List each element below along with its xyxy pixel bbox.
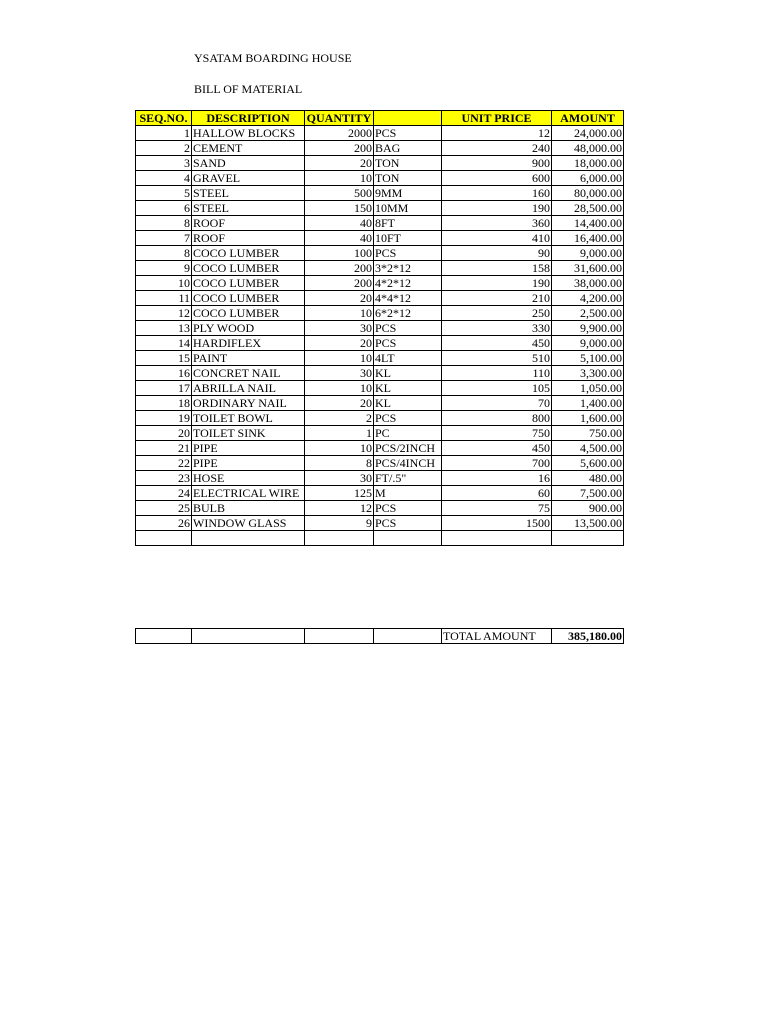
- description-cell: PIPE: [192, 456, 305, 471]
- description-cell: CONCRET NAIL: [192, 366, 305, 381]
- description-cell: TOILET SINK: [192, 426, 305, 441]
- unit-cell: M: [374, 486, 442, 501]
- amount-cell: 480.00: [552, 471, 624, 486]
- column-header-description: DESCRIPTION: [192, 111, 305, 126]
- quantity-cell: 1: [305, 426, 374, 441]
- empty-cell: [552, 531, 624, 546]
- description-cell: SAND: [192, 156, 305, 171]
- seq-cell: 15: [136, 351, 192, 366]
- unit-cell: PCS: [374, 246, 442, 261]
- unit-price-cell: 75: [442, 501, 552, 516]
- total-label: TOTAL AMOUNT: [442, 629, 552, 644]
- table-row: [136, 396, 624, 411]
- amount-cell: 80,000.00: [552, 186, 624, 201]
- unit-price-cell: 1500: [442, 516, 552, 531]
- description-cell: STEEL: [192, 186, 305, 201]
- amount-cell: 900.00: [552, 501, 624, 516]
- seq-cell: 8: [136, 246, 192, 261]
- quantity-cell: 30: [305, 321, 374, 336]
- empty-cell: [136, 629, 192, 644]
- table-row: [136, 171, 624, 186]
- unit-cell: TON: [374, 156, 442, 171]
- table-row: [136, 471, 624, 486]
- unit-price-cell: 70: [442, 396, 552, 411]
- table-row: [136, 201, 624, 216]
- seq-cell: 13: [136, 321, 192, 336]
- column-header-quantity: QUANTITY: [305, 111, 374, 126]
- empty-cell: [136, 531, 192, 546]
- unit-cell: PCS: [374, 321, 442, 336]
- table-row: [136, 441, 624, 456]
- seq-cell: 24: [136, 486, 192, 501]
- table-row: [136, 246, 624, 261]
- amount-cell: 750.00: [552, 426, 624, 441]
- description-cell: PLY WOOD: [192, 321, 305, 336]
- seq-cell: 8: [136, 216, 192, 231]
- description-cell: TOILET BOWL: [192, 411, 305, 426]
- unit-cell: KL: [374, 381, 442, 396]
- unit-price-cell: 410: [442, 231, 552, 246]
- quantity-cell: 10: [305, 351, 374, 366]
- description-cell: STEEL: [192, 201, 305, 216]
- seq-cell: 7: [136, 231, 192, 246]
- unit-cell: 10MM: [374, 201, 442, 216]
- quantity-cell: 12: [305, 501, 374, 516]
- unit-price-cell: 210: [442, 291, 552, 306]
- quantity-cell: 125: [305, 486, 374, 501]
- empty-cell: [305, 531, 374, 546]
- table-body: [136, 126, 624, 546]
- empty-cell: [192, 531, 305, 546]
- description-cell: WINDOW GLASS: [192, 516, 305, 531]
- description-cell: GRAVEL: [192, 171, 305, 186]
- unit-price-cell: 16: [442, 471, 552, 486]
- amount-cell: 9,900.00: [552, 321, 624, 336]
- seq-cell: 26: [136, 516, 192, 531]
- seq-cell: 23: [136, 471, 192, 486]
- unit-price-cell: 105: [442, 381, 552, 396]
- table-header-row: [136, 111, 624, 126]
- seq-cell: 25: [136, 501, 192, 516]
- unit-cell: PCS/4INCH: [374, 456, 442, 471]
- description-cell: COCO LUMBER: [192, 291, 305, 306]
- unit-cell: FT/.5": [374, 471, 442, 486]
- table-row: [136, 306, 624, 321]
- quantity-cell: 10: [305, 381, 374, 396]
- quantity-cell: 10: [305, 441, 374, 456]
- unit-price-cell: 450: [442, 336, 552, 351]
- empty-cell: [374, 629, 442, 644]
- column-header-amount: AMOUNT: [552, 111, 624, 126]
- amount-cell: 16,400.00: [552, 231, 624, 246]
- unit-cell: 4LT: [374, 351, 442, 366]
- unit-cell: BAG: [374, 141, 442, 156]
- column-header-unit: [374, 111, 442, 126]
- unit-price-cell: 160: [442, 186, 552, 201]
- unit-price-cell: 900: [442, 156, 552, 171]
- seq-cell: 19: [136, 411, 192, 426]
- amount-cell: 13,500.00: [552, 516, 624, 531]
- unit-cell: 4*4*12: [374, 291, 442, 306]
- seq-cell: 14: [136, 336, 192, 351]
- unit-cell: 3*2*12: [374, 261, 442, 276]
- unit-price-cell: 190: [442, 276, 552, 291]
- unit-price-cell: 450: [442, 441, 552, 456]
- unit-cell: 9MM: [374, 186, 442, 201]
- unit-price-cell: 240: [442, 141, 552, 156]
- quantity-cell: 150: [305, 201, 374, 216]
- empty-cell: [442, 531, 552, 546]
- quantity-cell: 20: [305, 336, 374, 351]
- description-cell: PAINT: [192, 351, 305, 366]
- table-row: [136, 411, 624, 426]
- amount-cell: 9,000.00: [552, 246, 624, 261]
- table-row: [136, 156, 624, 171]
- empty-cell: [192, 629, 305, 644]
- quantity-cell: 10: [305, 306, 374, 321]
- document-title: BILL OF MATERIAL: [194, 82, 303, 96]
- seq-cell: 6: [136, 201, 192, 216]
- description-cell: ROOF: [192, 231, 305, 246]
- seq-cell: 4: [136, 171, 192, 186]
- seq-cell: 16: [136, 366, 192, 381]
- quantity-cell: 20: [305, 291, 374, 306]
- amount-cell: 18,000.00: [552, 156, 624, 171]
- quantity-cell: 200: [305, 141, 374, 156]
- quantity-cell: 9: [305, 516, 374, 531]
- amount-cell: 14,400.00: [552, 216, 624, 231]
- seq-cell: 21: [136, 441, 192, 456]
- table-row: [136, 486, 624, 501]
- description-cell: COCO LUMBER: [192, 276, 305, 291]
- description-cell: HARDIFLEX: [192, 336, 305, 351]
- amount-cell: 1,400.00: [552, 396, 624, 411]
- total-table: [135, 628, 624, 644]
- seq-cell: 10: [136, 276, 192, 291]
- unit-price-cell: 700: [442, 456, 552, 471]
- amount-cell: 1,600.00: [552, 411, 624, 426]
- description-cell: COCO LUMBER: [192, 261, 305, 276]
- quantity-cell: 40: [305, 216, 374, 231]
- seq-cell: 2: [136, 141, 192, 156]
- table-row: [136, 261, 624, 276]
- unit-cell: PCS: [374, 126, 442, 141]
- unit-price-cell: 190: [442, 201, 552, 216]
- quantity-cell: 40: [305, 231, 374, 246]
- amount-cell: 6,000.00: [552, 171, 624, 186]
- amount-cell: 9,000.00: [552, 336, 624, 351]
- description-cell: PIPE: [192, 441, 305, 456]
- table-row: [136, 516, 624, 531]
- unit-cell: 8FT: [374, 216, 442, 231]
- unit-cell: 6*2*12: [374, 306, 442, 321]
- unit-price-cell: 110: [442, 366, 552, 381]
- unit-price-cell: 90: [442, 246, 552, 261]
- amount-cell: 24,000.00: [552, 126, 624, 141]
- quantity-cell: 200: [305, 276, 374, 291]
- empty-cell: [305, 629, 374, 644]
- seq-cell: 11: [136, 291, 192, 306]
- amount-cell: 2,500.00: [552, 306, 624, 321]
- unit-price-cell: 750: [442, 426, 552, 441]
- quantity-cell: 10: [305, 171, 374, 186]
- seq-cell: 22: [136, 456, 192, 471]
- table-row: [136, 336, 624, 351]
- seq-cell: 17: [136, 381, 192, 396]
- unit-cell: KL: [374, 366, 442, 381]
- quantity-cell: 200: [305, 261, 374, 276]
- quantity-cell: 2: [305, 411, 374, 426]
- table-row: [136, 501, 624, 516]
- table-row: [136, 381, 624, 396]
- quantity-cell: 20: [305, 156, 374, 171]
- company-name: YSATAM BOARDING HOUSE: [194, 51, 352, 65]
- unit-cell: PCS: [374, 501, 442, 516]
- description-cell: COCO LUMBER: [192, 246, 305, 261]
- amount-cell: 7,500.00: [552, 486, 624, 501]
- unit-price-cell: 600: [442, 171, 552, 186]
- amount-cell: 5,600.00: [552, 456, 624, 471]
- table-row: [136, 366, 624, 381]
- seq-cell: 20: [136, 426, 192, 441]
- amount-cell: 3,300.00: [552, 366, 624, 381]
- amount-cell: 1,050.00: [552, 381, 624, 396]
- unit-cell: 4*2*12: [374, 276, 442, 291]
- unit-price-cell: 12: [442, 126, 552, 141]
- unit-price-cell: 510: [442, 351, 552, 366]
- empty-cell: [374, 531, 442, 546]
- unit-price-cell: 158: [442, 261, 552, 276]
- description-cell: ROOF: [192, 216, 305, 231]
- unit-price-cell: 360: [442, 216, 552, 231]
- unit-cell: PCS: [374, 516, 442, 531]
- quantity-cell: 8: [305, 456, 374, 471]
- column-header-seq: SEQ.NO.: [136, 111, 192, 126]
- seq-cell: 18: [136, 396, 192, 411]
- unit-cell: PCS/2INCH: [374, 441, 442, 456]
- table-row: [136, 126, 624, 141]
- unit-price-cell: 330: [442, 321, 552, 336]
- unit-price-cell: 800: [442, 411, 552, 426]
- quantity-cell: 100: [305, 246, 374, 261]
- description-cell: ORDINARY NAIL: [192, 396, 305, 411]
- table-row: [136, 141, 624, 156]
- bill-of-material-table: [135, 110, 624, 546]
- table-row: [136, 276, 624, 291]
- table-row: [136, 291, 624, 306]
- unit-price-cell: 60: [442, 486, 552, 501]
- quantity-cell: 2000: [305, 126, 374, 141]
- table-row: [136, 186, 624, 201]
- amount-cell: 4,200.00: [552, 291, 624, 306]
- amount-cell: 4,500.00: [552, 441, 624, 456]
- quantity-cell: 30: [305, 471, 374, 486]
- table-row: [136, 321, 624, 336]
- seq-cell: 5: [136, 186, 192, 201]
- description-cell: ELECTRICAL WIRE: [192, 486, 305, 501]
- table-row: [136, 216, 624, 231]
- quantity-cell: 20: [305, 396, 374, 411]
- amount-cell: 5,100.00: [552, 351, 624, 366]
- table-row: [136, 426, 624, 441]
- blank-row: [136, 531, 624, 546]
- unit-cell: TON: [374, 171, 442, 186]
- total-row: [136, 629, 624, 644]
- amount-cell: 38,000.00: [552, 276, 624, 291]
- unit-cell: PC: [374, 426, 442, 441]
- column-header-unit-price: UNIT PRICE: [442, 111, 552, 126]
- seq-cell: 12: [136, 306, 192, 321]
- amount-cell: 31,600.00: [552, 261, 624, 276]
- seq-cell: 1: [136, 126, 192, 141]
- seq-cell: 3: [136, 156, 192, 171]
- description-cell: CEMENT: [192, 141, 305, 156]
- unit-cell: PCS: [374, 411, 442, 426]
- description-cell: ABRILLA NAIL: [192, 381, 305, 396]
- table-row: [136, 351, 624, 366]
- description-cell: COCO LUMBER: [192, 306, 305, 321]
- unit-cell: PCS: [374, 336, 442, 351]
- seq-cell: 9: [136, 261, 192, 276]
- table-row: [136, 231, 624, 246]
- description-cell: HOSE: [192, 471, 305, 486]
- description-cell: HALLOW BLOCKS: [192, 126, 305, 141]
- quantity-cell: 500: [305, 186, 374, 201]
- total-value: 385,180.00: [552, 629, 624, 644]
- table-row: [136, 456, 624, 471]
- quantity-cell: 30: [305, 366, 374, 381]
- amount-cell: 28,500.00: [552, 201, 624, 216]
- unit-cell: 10FT: [374, 231, 442, 246]
- description-cell: BULB: [192, 501, 305, 516]
- unit-cell: KL: [374, 396, 442, 411]
- unit-price-cell: 250: [442, 306, 552, 321]
- amount-cell: 48,000.00: [552, 141, 624, 156]
